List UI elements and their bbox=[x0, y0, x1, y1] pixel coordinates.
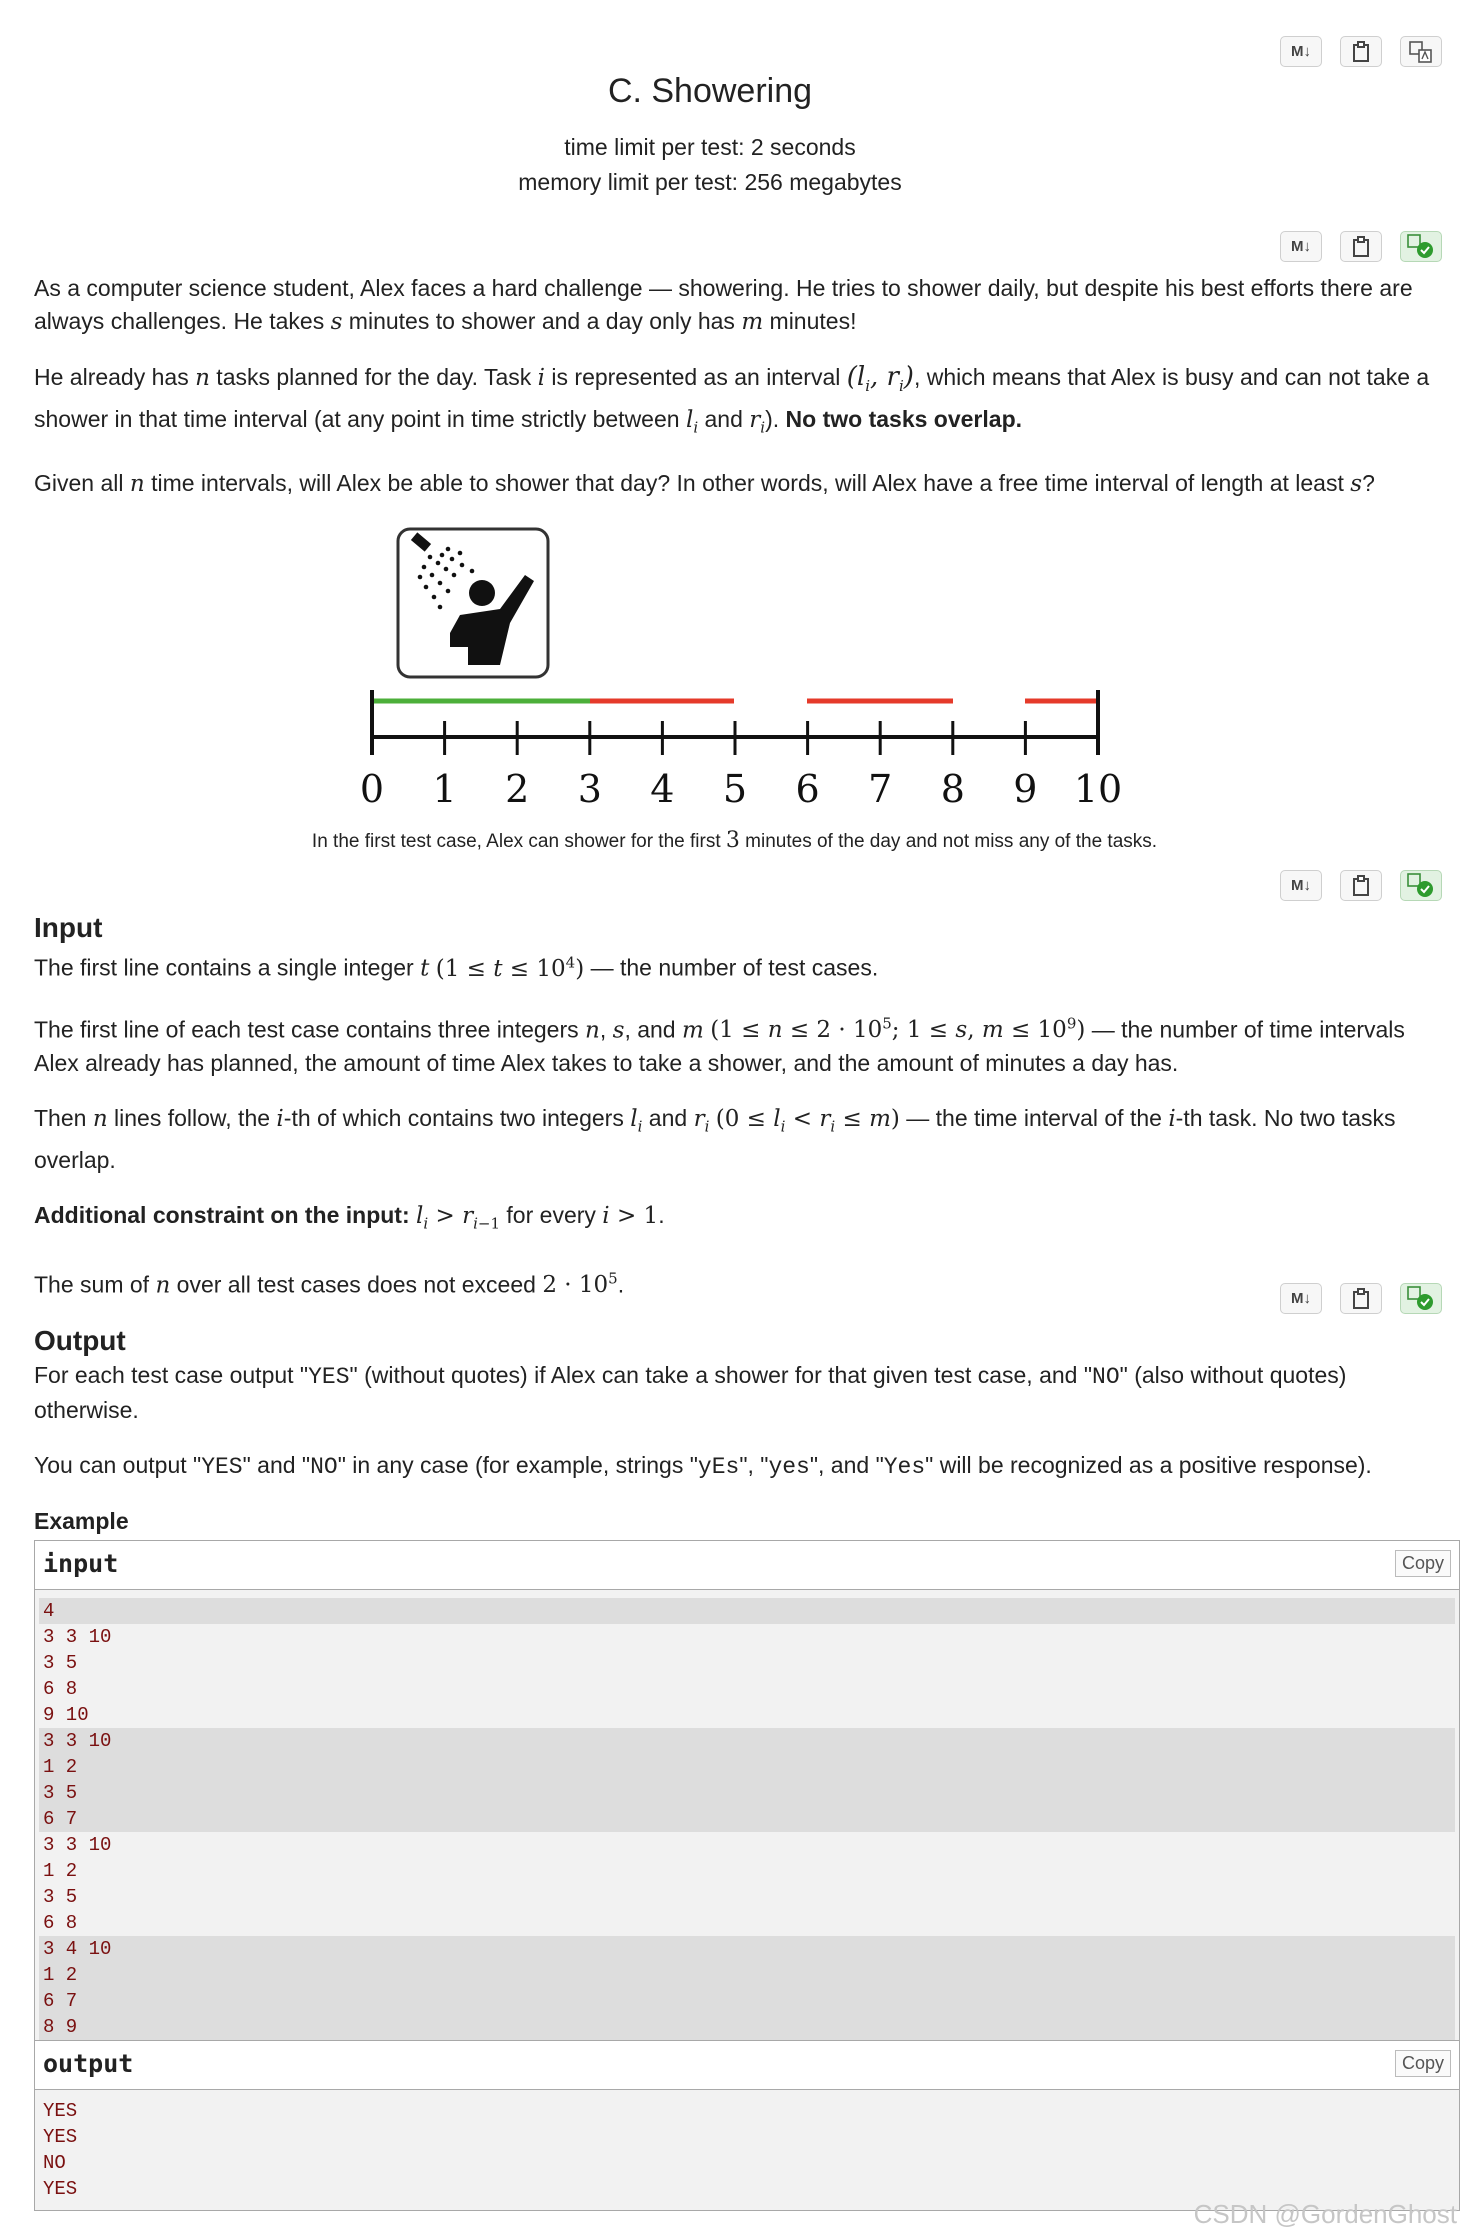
input-line: 6 8 bbox=[39, 1910, 1455, 1936]
input-line: 8 9 bbox=[39, 2014, 1455, 2040]
tick-label: 4 bbox=[650, 767, 675, 811]
output-line: YES bbox=[39, 2176, 1455, 2202]
tick-label: 2 bbox=[505, 767, 530, 811]
translate-check-icon bbox=[1407, 1286, 1435, 1312]
statement-paragraph-3: Given all n time intervals, will Alex be able to shower that day? In other words, will Alex have a free time interval of length at least s? bbox=[34, 469, 1375, 497]
markdown-button[interactable] bbox=[1280, 36, 1322, 67]
input-line: 1 2 bbox=[39, 1962, 1455, 1988]
translate-button[interactable] bbox=[1400, 36, 1442, 67]
example-output-label: output bbox=[43, 2049, 134, 2078]
statement-paragraph-2: He already has n tasks planned for the day. Task i is represented as an interval ($l_i$, $r_i$), which means that Alex is busy and can not take a shower in that time interval (at any point in time strictly between $l_i$ and $r_i$). No two tasks overlap. bbox=[34, 362, 1430, 437]
example-output-header bbox=[35, 2041, 1459, 2090]
output-line: YES bbox=[39, 2124, 1455, 2150]
input-line: 3 3 10 bbox=[39, 1624, 1455, 1650]
input-paragraph-1: The first line contains a single integer t $(1 \le t \le 10^4)$ — the number of test cases. bbox=[34, 953, 879, 982]
translate-done-button[interactable] bbox=[1400, 231, 1442, 262]
tick-label: 6 bbox=[795, 767, 820, 811]
markdown-icon: M↓ bbox=[1291, 43, 1311, 60]
markdown-button[interactable] bbox=[1280, 1283, 1322, 1314]
input-line: 1 2 bbox=[39, 1754, 1455, 1780]
output-line: YES bbox=[39, 2098, 1455, 2124]
input-line: 6 7 bbox=[39, 1988, 1455, 2014]
clipboard-icon bbox=[1352, 41, 1370, 63]
output-paragraph-1: For each test case output "YES" (without quotes) if Alex can take a shower for that given test case, and "NO" (also without quotes) otherwise. bbox=[34, 1362, 1347, 1423]
timeline-figure bbox=[350, 515, 1130, 820]
input-line: 3 5 bbox=[39, 1884, 1455, 1910]
copy-input-button[interactable]: Copy bbox=[1395, 1550, 1451, 1577]
figure-caption: In the first test case, Alex can shower for the first 3 minutes of the day and not miss any of the tasks. bbox=[311, 828, 1158, 853]
example-output-box bbox=[34, 2040, 1460, 2211]
input-paragraph-4: Additional constraint on the input: $l_i > r_{i-1}$ for every i > 1. bbox=[34, 1201, 665, 1233]
output-line: NO bbox=[39, 2150, 1455, 2176]
input-line: 3 3 10 bbox=[39, 1832, 1455, 1858]
example-heading: Example bbox=[34, 1508, 129, 1534]
tick-label: 0 bbox=[359, 767, 385, 811]
input-line: 3 5 bbox=[39, 1780, 1455, 1806]
input-line: 9 10 bbox=[39, 1702, 1455, 1728]
input-toolbar bbox=[1280, 870, 1442, 901]
tick-label: 3 bbox=[577, 767, 602, 811]
clipboard-icon bbox=[1352, 875, 1370, 897]
input-line: 3 5 bbox=[39, 1650, 1455, 1676]
tick-label: 1 bbox=[432, 767, 457, 811]
translate-icon bbox=[1409, 41, 1433, 63]
tick-label: 8 bbox=[940, 767, 965, 811]
copy-clipboard-button[interactable] bbox=[1340, 36, 1382, 67]
header-toolbar bbox=[1280, 36, 1442, 67]
input-paragraph-3: Then n lines follow, the i-th of which contains two integers $l_i$ and $r_i$ $(0 \le l_i < r_i \le m)$ — the time interval of the i-th task. No two tasks overlap. bbox=[34, 1105, 1396, 1173]
input-line: 1 2 bbox=[39, 1858, 1455, 1884]
markdown-button[interactable] bbox=[1280, 870, 1322, 901]
watermark: CSDN @GordenGhost bbox=[1193, 2199, 1457, 2229]
memory-limit: memory limit per test: 256 megabytes bbox=[518, 169, 902, 195]
statement-toolbar bbox=[1280, 231, 1442, 262]
tick-label: 5 bbox=[722, 767, 748, 811]
translate-check-icon bbox=[1407, 234, 1435, 260]
example-input-label: input bbox=[43, 1549, 119, 1578]
timeline-ticks bbox=[360, 690, 1122, 811]
tick-label: 7 bbox=[868, 767, 893, 811]
example-input-box bbox=[34, 1540, 1460, 2049]
example-output-content[interactable] bbox=[35, 2090, 1459, 2210]
input-paragraph-5: The sum of n over all test cases does not exceed $2 \cdot 10^5$. bbox=[34, 1269, 625, 1299]
translate-done-button[interactable] bbox=[1400, 1283, 1442, 1314]
copy-clipboard-button[interactable] bbox=[1340, 231, 1382, 262]
tick-label: 9 bbox=[1013, 767, 1038, 811]
markdown-button[interactable] bbox=[1280, 231, 1322, 262]
input-heading: Input bbox=[34, 912, 103, 943]
example-input-content[interactable] bbox=[35, 1590, 1459, 2048]
copy-clipboard-button[interactable] bbox=[1340, 870, 1382, 901]
tick-label: 10 bbox=[1073, 767, 1123, 811]
statement-paragraph-1: As a computer science student, Alex faces a hard challenge — showering. He tries to shower daily, but despite his best efforts there are always challenges. He takes s minutes to shower and a day only has m minutes! bbox=[34, 275, 1413, 335]
output-paragraph-2: You can output "YES" and "NO" in any case (for example, strings "yEs", "yes", and "Yes" will be recognized as a positive response). bbox=[34, 1452, 1372, 1480]
copy-clipboard-button[interactable] bbox=[1340, 1283, 1382, 1314]
input-line: 3 4 10 bbox=[39, 1936, 1455, 1962]
output-heading: Output bbox=[34, 1325, 126, 1356]
time-limit: time limit per test: 2 seconds bbox=[564, 134, 856, 160]
problem-title: C. Showering bbox=[607, 72, 813, 110]
input-line: 4 bbox=[39, 1598, 1455, 1624]
input-line: 6 7 bbox=[39, 1806, 1455, 1832]
example-input-header bbox=[35, 1541, 1459, 1590]
input-line: 3 3 10 bbox=[39, 1728, 1455, 1754]
markdown-icon: M↓ bbox=[1291, 1290, 1311, 1307]
input-paragraph-2: The first line of each test case contains three integers n, s, and m ($1 \le n \le 2 \cdot 10^5$; 1 ≤ s, $m \le 10^9$) — the number of time intervals Alex already has planned, the amount of time Alex takes to take a shower, and the amount of minutes a day has. bbox=[34, 1014, 1405, 1077]
markdown-icon: M↓ bbox=[1291, 877, 1311, 894]
translate-check-icon bbox=[1407, 873, 1435, 899]
copy-output-button[interactable]: Copy bbox=[1395, 2050, 1451, 2077]
markdown-icon: M↓ bbox=[1291, 238, 1311, 255]
output-toolbar bbox=[1280, 1283, 1442, 1314]
translate-done-button[interactable] bbox=[1400, 870, 1442, 901]
clipboard-icon bbox=[1352, 236, 1370, 258]
input-line: 6 8 bbox=[39, 1676, 1455, 1702]
clipboard-icon bbox=[1352, 1288, 1370, 1310]
